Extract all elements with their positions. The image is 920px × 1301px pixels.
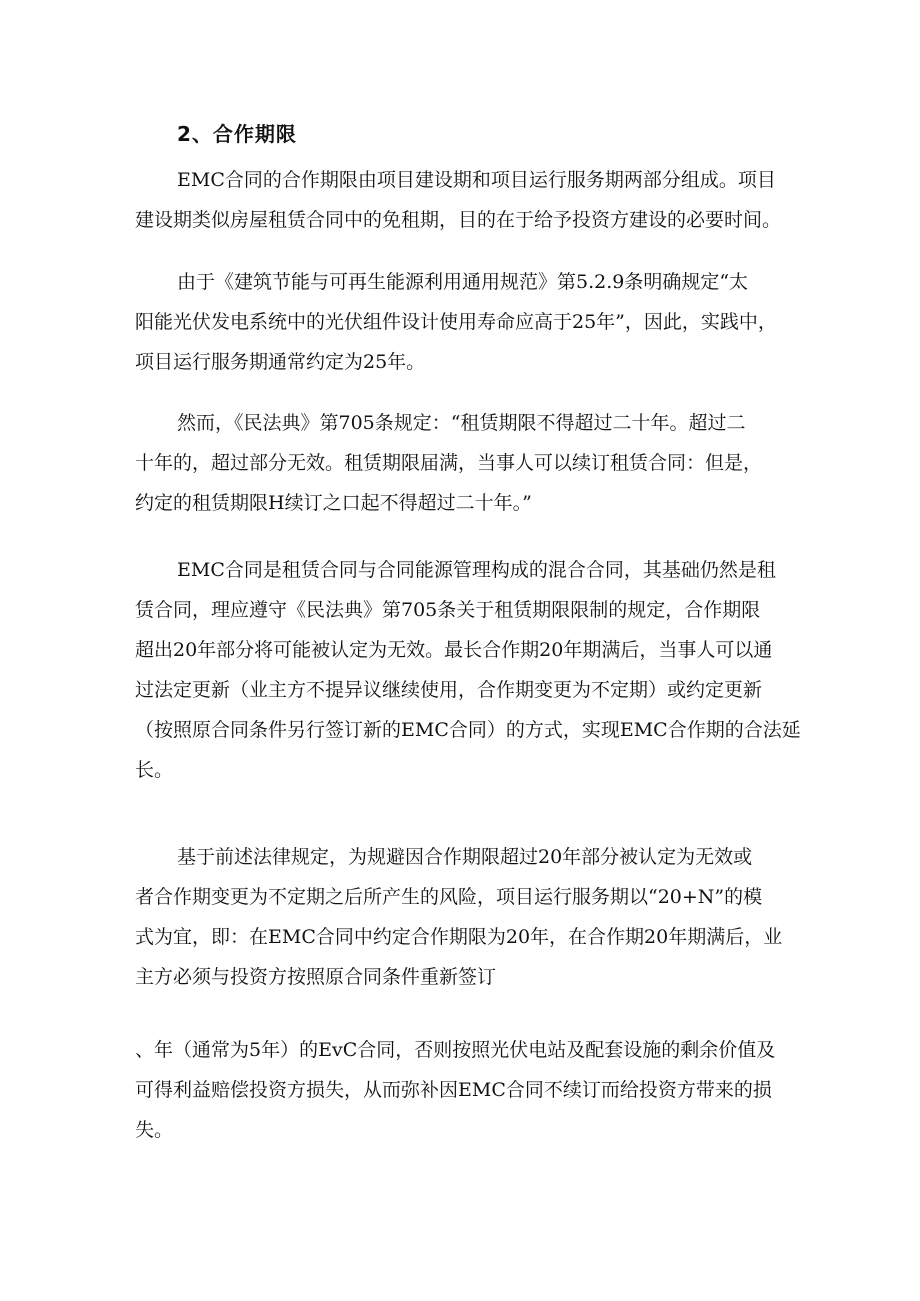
text-line: 赁合同，理应遵守《民法典》第705条关于租赁期限限制的规定，合作期限 [135, 599, 761, 621]
text-line: 约定的租赁期限H续订之口起不得超过二十年。” [135, 492, 532, 514]
text-line: 建设期类似房屋租赁合同中的免租期，目的在于给予投资方建设的必要时间。 [135, 209, 782, 231]
paragraph-2 [135, 262, 795, 382]
text-line: 式为宜，即：在EMC合同中约定合作期限为20年，在合作期20年期满后，业 [135, 926, 783, 948]
text-line: 项目运行服务期通常约定为25年。 [135, 351, 426, 373]
text-line: 、年（通常为5年）的EvC合同，否则按照光伏电站及配套设施的剩余价值及 [135, 1039, 776, 1061]
text-line: （按照原合同条件另行签订新的EMC合同）的方式，实现EMC合作期的合法延 [135, 719, 801, 741]
paragraph-4 [135, 550, 801, 790]
text-line: 基于前述法律规定，为规避因合作期限超过20年部分被认定为无效或 [177, 846, 753, 868]
text-line: 失。 [135, 1119, 174, 1141]
text-line: 长。 [135, 759, 174, 781]
text-line: 超出20年部分将可能被认定为无效。最长合作期20年期满后，当事人可以通 [135, 639, 773, 661]
text-line: 可得利益赔偿投资方损失，从而弥补因EMC合同不续订而给投资方带来的损 [135, 1079, 772, 1101]
text-line: 者合作期变更为不定期之后所产生的风险，项目运行服务期以“20+N”的模 [135, 886, 763, 908]
paragraph-1 [135, 160, 795, 240]
section-heading: 2、合作期限 [177, 122, 297, 146]
text-line: EMC合同的合作期限由项目建设期和项目运行服务期两部分组成。项目 [177, 169, 776, 191]
text-line: 主方必须与投资方按照原合同条件重新签订 [135, 966, 497, 988]
paragraph-5 [135, 837, 795, 997]
paragraph-6 [135, 1030, 795, 1150]
text-line: 然而，《民法典》第705条规定：“租赁期限不得超过二十年。超过二 [177, 412, 746, 434]
text-line: 十年的，超过部分无效。租赁期限届满，当事人可以续订租赁合同：但是， [135, 452, 763, 474]
paragraph-3 [135, 403, 795, 523]
text-line: 阳能光伏发电系统中的光伏组件设计使用寿命应高于25年”，因此，实践中， [135, 311, 777, 333]
text-line: EMC合同是租赁合同与合同能源管理构成的混合合同，其基础仍然是租 [177, 559, 776, 581]
text-line: 由于《建筑节能与可再生能源利用通用规范》第5.2.9条明确规定“太 [177, 271, 749, 293]
text-line: 过法定更新（业主方不提异议继续使用，合作期变更为不定期）或约定更新 [135, 679, 763, 701]
